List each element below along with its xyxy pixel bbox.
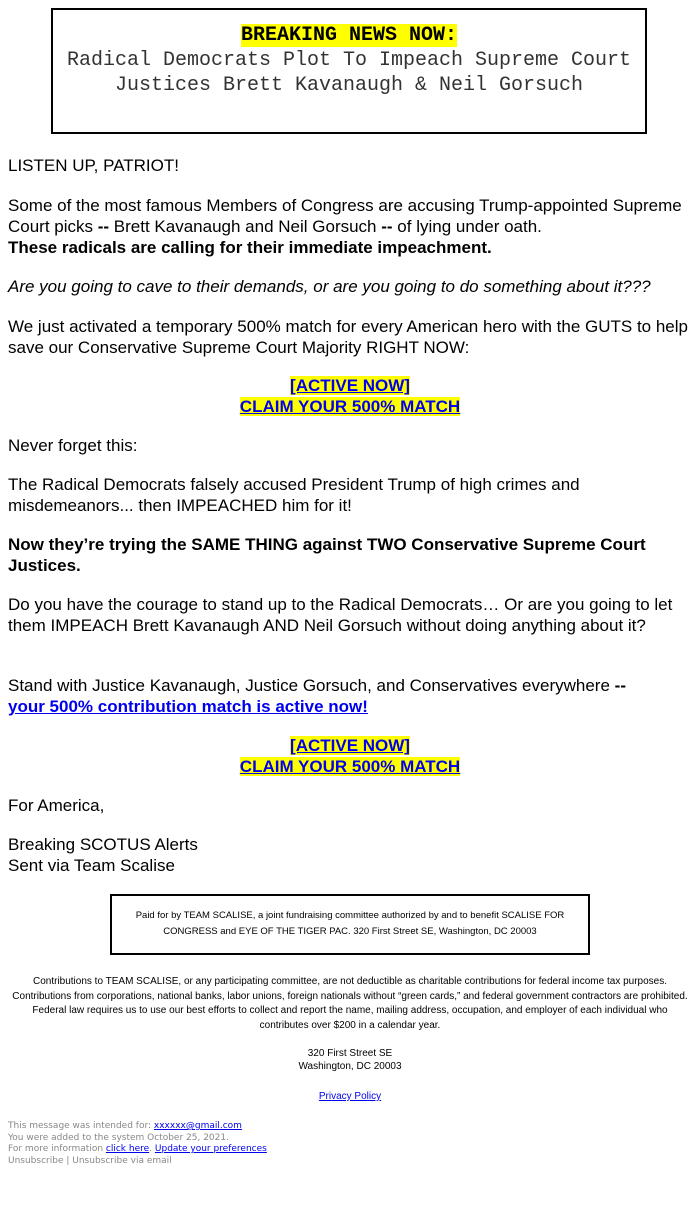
headline-box: [51, 8, 647, 134]
trump-text: The Radical Democrats falsely accused President Trump of high crimes and misdemeanors... then IMPEACHED him for it!: [8, 475, 580, 515]
greeting-text: LISTEN UP, PATRIOT!: [8, 156, 179, 175]
signoff: [8, 795, 692, 816]
accusation-text: [8, 195, 692, 258]
mailing-address: [0, 1048, 700, 1073]
stand-with-text: [8, 675, 692, 717]
p1-dash-1: --: [97, 217, 110, 236]
cta-block-1: [0, 375, 700, 417]
active-now-link-2[interactable]: [ACTIVE NOW]: [290, 736, 410, 755]
paragraph-question: [8, 276, 692, 297]
unsubscribe-email-link[interactable]: Unsubscribe via email: [72, 1155, 172, 1166]
email-footer: [8, 1121, 692, 1167]
signature: [8, 834, 692, 876]
paragraph-accusation: [8, 195, 692, 258]
paragraph-stand-with: [8, 675, 692, 717]
click-here-link[interactable]: click here: [105, 1144, 150, 1154]
stand-with-dash: --: [614, 676, 626, 695]
paid-for-box: [110, 894, 590, 955]
claim-match-link[interactable]: CLAIM YOUR 500% MATCH: [239, 397, 461, 416]
update-preferences-link[interactable]: Update your preferences: [154, 1144, 267, 1154]
recipient-email-link[interactable]: xxxxxx@gmail.com: [153, 1121, 242, 1131]
impeachment-call: These radicals are calling for their immediate impeachment.: [8, 238, 492, 257]
cta-block-2: [0, 735, 700, 777]
p1-part-b: Brett Kavanaugh and Neil Gorsuch: [109, 217, 382, 236]
paragraph-courage: [8, 594, 692, 636]
signature-text: [8, 834, 692, 876]
legal-disclaimer: Contributions to TEAM SCALISE, or any participating committee, are not deductible as charitable contributions for federal income tax purposes. Contributions from corporations, national banks, labor unions, foreign nationals without “green cards,” and federal government contractors are prohibited. Federal law requires us to use our best efforts to collect and report the name, mailing address, occupation, and employer of each individual who contributes over $200 in a calendar year.: [12, 976, 688, 1031]
intended-label: This message was intended for:: [8, 1121, 154, 1131]
greeting: [8, 155, 692, 176]
headline-title: Radical Democrats Plot To Impeach Supreme Court Justices Brett Kavanaugh & Neil Gorsuch: [66, 49, 632, 97]
contribution-match-link[interactable]: your 500% contribution match is active now!: [8, 697, 368, 716]
added-date-line: You were added to the system October 25, 2021.: [8, 1132, 229, 1143]
address-line-1: 320 First Street SE: [307, 1048, 393, 1059]
paid-for-text: Paid for by TEAM SCALISE, a joint fundraising committee authorized by and to benefit SCALISE FOR CONGRESS and EYE OF THE TIGER PAC. 320 First Street SE, Washington, DC 20003: [135, 910, 565, 937]
question-text: Are you going to cave to their demands, or are you going to do something about it???: [8, 277, 651, 296]
same-thing-text: Now they’re trying the SAME THING against TWO Conservative Supreme Court Justices.: [8, 535, 646, 575]
courage-text: Do you have the courage to stand up to the Radical Democrats… Or are you going to let them IMPEACH Brett Kavanaugh AND Neil Gorsuch without doing anything about it?: [8, 595, 673, 635]
never-forget-text: Never forget this:: [8, 436, 138, 455]
paragraph-match: [8, 316, 692, 358]
active-now-link[interactable]: [ACTIVE NOW]: [290, 376, 410, 395]
signature-line-1: Breaking SCOTUS Alerts: [8, 835, 198, 854]
address-line-2: Washington, DC 20003: [298, 1060, 402, 1072]
paragraph-trump: [8, 474, 692, 516]
more-info-separator: .: [149, 1144, 155, 1154]
p1-part-a: Some of the most famous Members of Congress are accusing Trump-appointed Supreme Court picks: [8, 196, 682, 236]
p1-part-c: of lying under oath.: [392, 217, 542, 236]
paragraph-same-thing: [8, 534, 692, 576]
more-info-line: [8, 1144, 692, 1156]
unsubscribe-pipe: |: [63, 1155, 73, 1166]
signature-line-2: Sent via Team Scalise: [8, 856, 175, 875]
unsubscribe-line: [8, 1156, 692, 1168]
signoff-text: For America,: [8, 796, 105, 815]
paragraph-never-forget: [8, 435, 692, 456]
breaking-news-tag: BREAKING NEWS NOW:: [240, 24, 458, 47]
stand-with-part: Stand with Justice Kavanaugh, Justice Gorsuch, and Conservatives everywhere: [8, 676, 615, 695]
privacy-row: [0, 1090, 700, 1103]
privacy-policy-link[interactable]: Privacy Policy: [318, 1091, 382, 1102]
p1-dash-2: --: [381, 217, 393, 236]
more-info-label: For more information: [8, 1144, 106, 1154]
intended-line: [8, 1121, 692, 1133]
match-text: We just activated a temporary 500% match for every American hero with the GUTS to help save our Conservative Supreme Court Majority RIGHT NOW:: [8, 317, 688, 357]
unsubscribe-link[interactable]: Unsubscribe: [8, 1155, 64, 1166]
claim-match-link-2[interactable]: CLAIM YOUR 500% MATCH: [239, 757, 461, 776]
